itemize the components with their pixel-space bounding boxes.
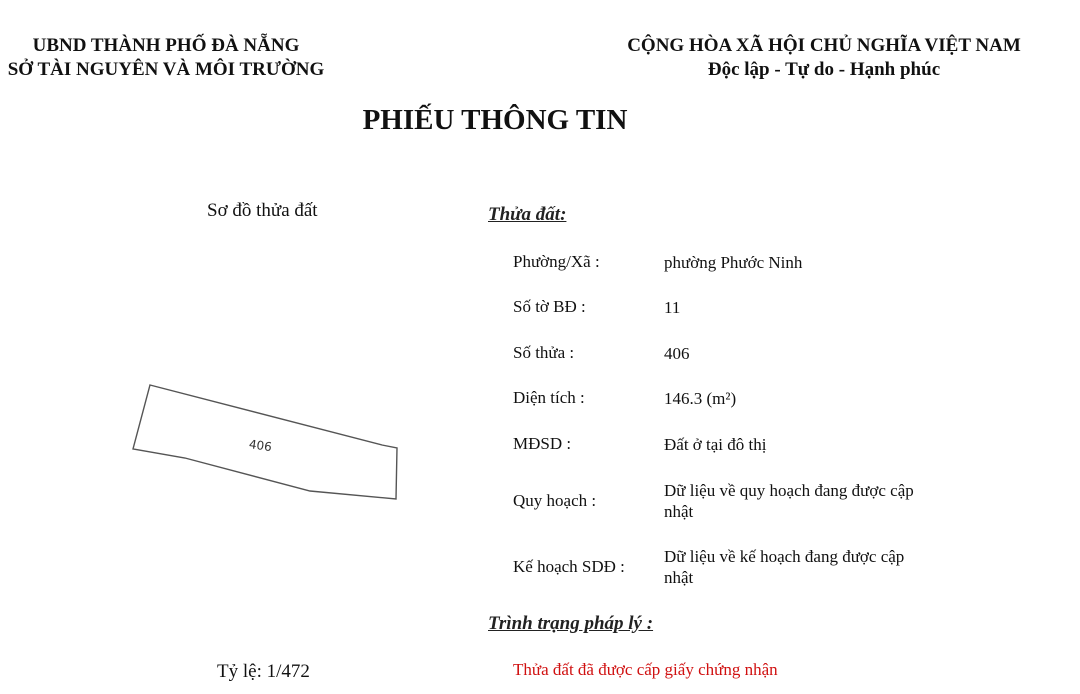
land-use-value: Đất ở tại đô thị — [664, 435, 767, 454]
agency-department: SỞ TÀI NGUYÊN VÀ MÔI TRƯỜNG — [7, 59, 325, 80]
national-header — [614, 34, 1034, 82]
area-value: 146.3 (m²) — [664, 389, 737, 408]
land-use-plan-label: Kế hoạch SDĐ : — [513, 557, 625, 576]
ward-label: Phường/Xã : — [513, 252, 600, 271]
land-use-plan-value: Dữ liệu về kế hoạch đang được cập nhật — [664, 547, 905, 587]
land-use-label: MĐSD : — [513, 434, 572, 453]
national-name: CỘNG HÒA XÃ HỘI CHỦ NGHĨA VIỆT NAM — [627, 35, 1021, 56]
map-scale: Tỷ lệ: 1/472 — [217, 661, 310, 682]
map-sheet-value: 11 — [664, 298, 681, 317]
map-sheet-label: Số tờ BĐ : — [513, 297, 586, 316]
parcel-number-value: 406 — [664, 344, 690, 363]
land-section-title: Thửa đất: — [488, 204, 567, 225]
document-title: PHIẾU THÔNG TIN — [362, 104, 628, 136]
parcel-number-label: Số thửa : — [513, 343, 575, 362]
zoning-value: Dữ liệu về quy hoạch đang được cập nhật — [664, 481, 914, 521]
legal-status: Thửa đất đã được cấp giấy chứng nhận — [513, 660, 778, 679]
agency-header — [0, 34, 332, 82]
zoning-label: Quy hoạch : — [513, 491, 597, 510]
parcel-label: 406 — [248, 437, 273, 455]
legal-section-title: Trình trạng pháp lý : — [488, 613, 654, 634]
ward-value: phường Phước Ninh — [664, 253, 803, 272]
national-motto: Độc lập - Tự do - Hạnh phúc — [707, 59, 941, 80]
area-label: Diện tích : — [513, 388, 585, 407]
map-caption: Sơ đồ thửa đất — [207, 200, 318, 221]
parcel-map — [120, 370, 420, 510]
agency-city: UBND THÀNH PHỐ ĐÀ NẴNG — [32, 35, 300, 56]
